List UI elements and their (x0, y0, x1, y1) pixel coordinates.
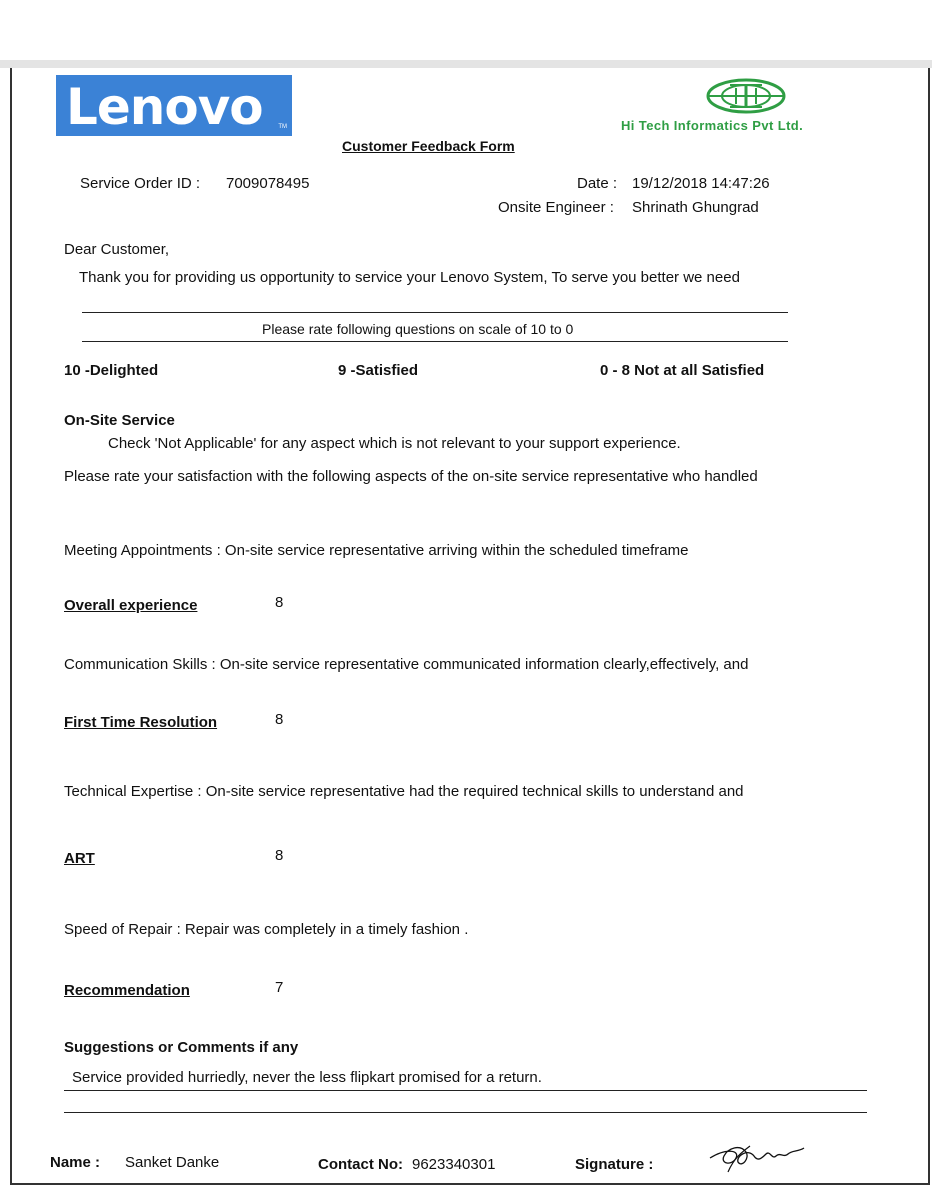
lenovo-logo (56, 75, 292, 136)
question-label: ART (64, 850, 95, 867)
name-value: Sanket Danke (125, 1154, 220, 1171)
viewer-top-bar (0, 60, 932, 68)
company-name: Hi Tech Informatics Pvt Ltd. (621, 118, 804, 133)
lenovo-trademark: TM (278, 124, 287, 130)
comments-text: Service provided hurriedly, never the less flipkart promised for a return. (72, 1069, 542, 1086)
divider-line (82, 341, 788, 342)
onsite-heading: On-Site Service (64, 412, 175, 429)
scale-not-satisfied: 0 - 8 Not at all Satisfied (600, 362, 765, 379)
name-label: Name : (50, 1154, 101, 1171)
engineer-label: Onsite Engineer : (498, 199, 614, 216)
question-description: Communication Skills : On-site service representative communicated information clearly,effectively, and (64, 656, 749, 673)
question-rating: 8 (275, 847, 284, 864)
date-label: Date : (577, 175, 618, 192)
intro-message: Thank you for providing us opportunity to service your Lenovo System, To serve you better we need (79, 269, 740, 286)
question-description: Technical Expertise : On-site service representative had the required technical skills to understand and (64, 783, 744, 800)
date-value: 19/12/2018 14:47:26 (632, 175, 770, 192)
document-page (10, 68, 930, 1185)
scale-delighted: 10 -Delighted (64, 362, 159, 379)
question-label: Overall experience (64, 597, 198, 614)
question-rating: 8 (275, 594, 284, 611)
service-order-label: Service Order ID : (80, 175, 201, 192)
engineer-value: Shrinath Ghungrad (632, 199, 759, 216)
greeting: Dear Customer, (64, 241, 170, 258)
comment-line (64, 1090, 867, 1091)
question-rating: 7 (275, 979, 284, 996)
onsite-prompt: Please rate your satisfaction with the following aspects of the on-site service representative who handled (64, 468, 758, 485)
question-rating: 8 (275, 711, 284, 728)
signature-icon (706, 1138, 810, 1178)
lenovo-logo-text: Lenovo (66, 78, 263, 136)
comments-heading: Suggestions or Comments if any (64, 1039, 299, 1056)
contact-label: Contact No: (318, 1156, 403, 1173)
onsite-note: Check 'Not Applicable' for any aspect which is not relevant to your support experience. (108, 435, 681, 452)
contact-value: 9623340301 (412, 1156, 496, 1173)
question-description: Meeting Appointments : On-site service representative arriving within the scheduled timeframe (64, 542, 689, 559)
question-label: Recommendation (64, 982, 190, 999)
comment-line (64, 1112, 867, 1113)
question-description: Speed of Repair : Repair was completely in a timely fashion . (64, 921, 469, 938)
service-order-value: 7009078495 (226, 175, 310, 192)
hi-tech-emblem-icon (700, 76, 792, 116)
scale-instruction: Please rate following questions on scale of 10 to 0 (262, 321, 574, 337)
form-title: Customer Feedback Form (342, 138, 515, 154)
signature-label: Signature : (575, 1156, 654, 1173)
scale-satisfied: 9 -Satisfied (338, 362, 419, 379)
question-label: First Time Resolution (64, 714, 218, 731)
divider-line (82, 312, 788, 313)
